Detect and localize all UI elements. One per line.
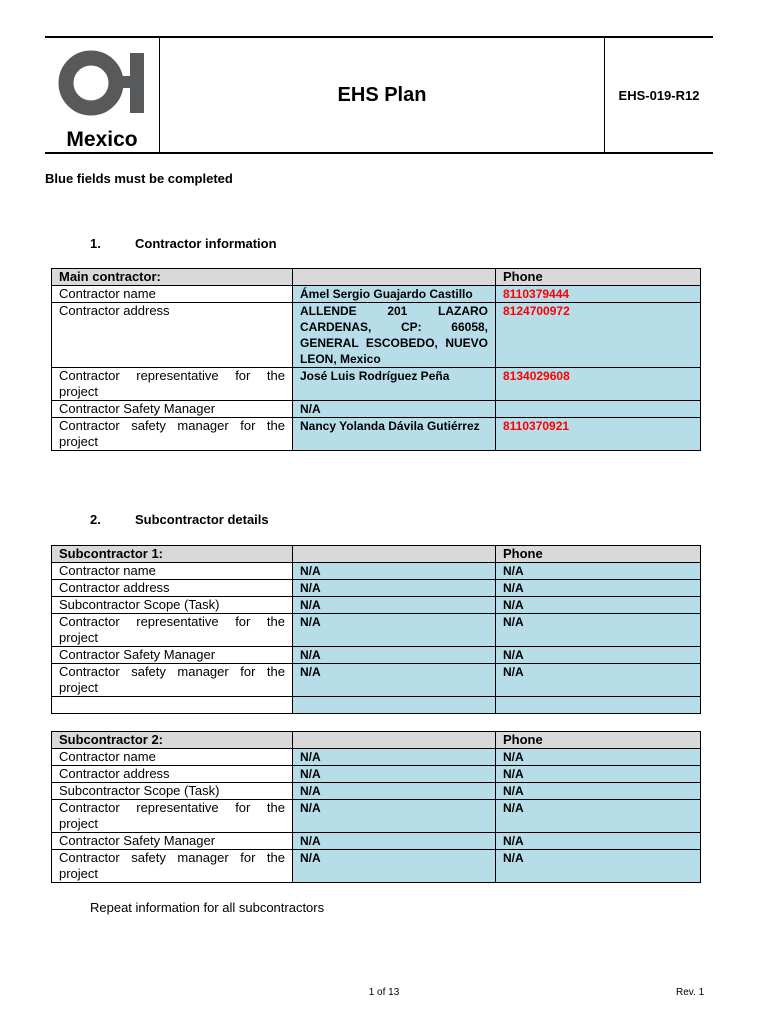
table-row <box>52 580 701 597</box>
table-header-row <box>52 546 701 563</box>
row-label: Contractor Safety Manager <box>52 401 293 418</box>
phone-field[interactable]: N/A <box>496 766 701 783</box>
row-label <box>52 697 293 714</box>
oi-logo-icon <box>58 50 146 122</box>
value-field[interactable]: José Luis Rodríguez Peña <box>293 368 496 401</box>
row-label: Contractor safety manager for the project <box>52 850 293 883</box>
header-cell-blank <box>293 546 496 563</box>
row-label: Contractor name <box>52 286 293 303</box>
header-cell: Subcontractor 1: <box>52 546 293 563</box>
table-row <box>52 286 701 303</box>
row-label: Contractor address <box>52 580 293 597</box>
phone-field[interactable]: 8134029608 <box>496 368 701 401</box>
phone-field[interactable]: N/A <box>496 800 701 833</box>
value-field[interactable]: N/A <box>293 614 496 647</box>
table-row <box>52 833 701 850</box>
header-cell: Main contractor: <box>52 269 293 286</box>
document-code: EHS-019-R12 <box>618 87 700 103</box>
phone-field[interactable]: N/A <box>496 597 701 614</box>
table-row-empty <box>52 697 701 714</box>
phone-field[interactable]: N/A <box>496 664 701 697</box>
value-field[interactable]: Ámel Sergio Guajardo Castillo <box>293 286 496 303</box>
phone-field[interactable]: 8110379444 <box>496 286 701 303</box>
table-row <box>52 303 701 368</box>
value-field[interactable]: N/A <box>293 833 496 850</box>
blue-fields-note: Blue fields must be completed <box>45 171 233 186</box>
value-field[interactable]: N/A <box>293 401 496 418</box>
header-cell-phone: Phone <box>496 269 701 286</box>
row-label: Contractor representative for the project <box>52 368 293 401</box>
value-field[interactable]: N/A <box>293 597 496 614</box>
phone-field[interactable]: N/A <box>496 563 701 580</box>
value-field[interactable]: N/A <box>293 766 496 783</box>
value-field[interactable]: N/A <box>293 563 496 580</box>
row-label: Contractor Safety Manager <box>52 833 293 850</box>
value-field[interactable]: ALLENDE 201 LAZARO CARDENAS, CP: 66058, GENERAL ESCOBEDO, NUEVO LEON, Mexico <box>293 303 496 368</box>
main-contractor-table <box>51 268 701 451</box>
table-row <box>52 800 701 833</box>
table-row <box>52 749 701 766</box>
repeat-note: Repeat information for all subcontractors <box>90 900 325 915</box>
revision-label: Rev. 1 <box>676 987 705 998</box>
row-label: Contractor representative for the project <box>52 800 293 833</box>
value-field[interactable]: N/A <box>293 800 496 833</box>
header-cell-blank <box>293 732 496 749</box>
section-title: Subcontractor details <box>135 512 269 527</box>
value-field[interactable]: N/A <box>293 850 496 883</box>
table-row <box>52 597 701 614</box>
row-label: Contractor safety manager for the project <box>52 664 293 697</box>
phone-field[interactable] <box>496 401 701 418</box>
value-field[interactable] <box>293 697 496 714</box>
table-header-row <box>52 732 701 749</box>
phone-field[interactable]: N/A <box>496 850 701 883</box>
phone-field[interactable]: N/A <box>496 749 701 766</box>
phone-field[interactable]: 8124700972 <box>496 303 701 368</box>
country-label: Mexico <box>66 128 138 151</box>
header-cell-phone: Phone <box>496 732 701 749</box>
row-label: Contractor name <box>52 749 293 766</box>
subcontractor-1-table <box>51 545 701 714</box>
row-label: Contractor address <box>52 766 293 783</box>
table-row <box>52 368 701 401</box>
page-number: 1 of 13 <box>368 987 400 998</box>
row-label: Contractor representative for the project <box>52 614 293 647</box>
table-row <box>52 783 701 800</box>
row-label: Contractor address <box>52 303 293 368</box>
subcontractor-2-table <box>51 731 701 883</box>
table-row <box>52 766 701 783</box>
table-row <box>52 563 701 580</box>
phone-field[interactable]: N/A <box>496 647 701 664</box>
row-label: Subcontractor Scope (Task) <box>52 783 293 800</box>
phone-field[interactable]: N/A <box>496 783 701 800</box>
table-row <box>52 418 701 451</box>
table-row <box>52 850 701 883</box>
phone-field[interactable]: N/A <box>496 580 701 597</box>
value-field[interactable]: N/A <box>293 749 496 766</box>
row-label: Subcontractor Scope (Task) <box>52 597 293 614</box>
document-header <box>45 36 713 154</box>
table-row <box>52 647 701 664</box>
phone-field[interactable] <box>496 697 701 714</box>
table-row <box>52 664 701 697</box>
value-field[interactable]: Nancy Yolanda Dávila Gutiérrez <box>293 418 496 451</box>
row-label: Contractor Safety Manager <box>52 647 293 664</box>
header-cell-blank <box>293 269 496 286</box>
row-label: Contractor name <box>52 563 293 580</box>
value-field[interactable]: N/A <box>293 647 496 664</box>
table-row <box>52 614 701 647</box>
table-row <box>52 401 701 418</box>
value-field[interactable]: N/A <box>293 580 496 597</box>
phone-field[interactable]: N/A <box>496 614 701 647</box>
section-title: Contractor information <box>135 236 277 251</box>
logo-cell <box>45 38 160 152</box>
value-field[interactable]: N/A <box>293 664 496 697</box>
table-header-row <box>52 269 701 286</box>
section-number: 1. <box>90 236 101 251</box>
document-title: EHS Plan <box>160 38 605 152</box>
value-field[interactable]: N/A <box>293 783 496 800</box>
row-label: Contractor safety manager for the project <box>52 418 293 451</box>
phone-field[interactable]: 8110370921 <box>496 418 701 451</box>
section-number: 2. <box>90 512 101 527</box>
header-cell-phone: Phone <box>496 546 701 563</box>
phone-field[interactable]: N/A <box>496 833 701 850</box>
header-cell: Subcontractor 2: <box>52 732 293 749</box>
